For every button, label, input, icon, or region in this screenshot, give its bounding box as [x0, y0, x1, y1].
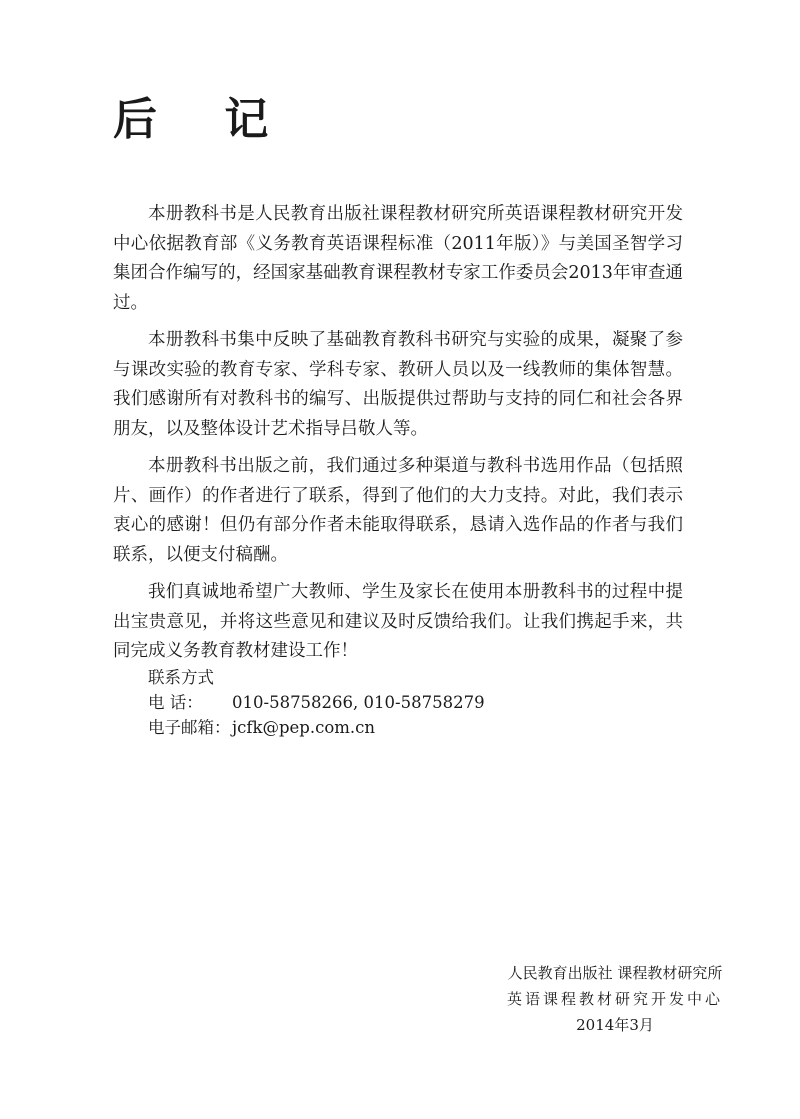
page-title: 后 记 — [113, 94, 295, 145]
signature-block — [480, 960, 750, 1038]
paragraph: 本册教科书出版之前，我们通过多种渠道与教科书选用作品（包括照片、画作）的作者进行了联系，得到了他们的大力支持。对此，我们表示衷心的感谢！但仍有部分作者未能取得联系，恳请入选作品的作者与我们联系，以便支付稿酬。 — [113, 456, 683, 565]
paragraph: 我们真诚地希望广大教师、学生及家长在使用本册教科书的过程中提出宝贵意见，并将这些意见和建议及时反馈给我们。让我们携起手来，共同完成义务教育教材建设工作！ — [113, 582, 683, 661]
paragraph: 本册教科书是人民教育出版社课程教材研究所英语课程教材研究开发中心依据教育部《义务教育英语课程标准（2011年版）》与美国圣智学习集团合作编写的，经国家基础教育课程教材专家工作委员会2013年审查通过。 — [113, 204, 683, 313]
email-value: jcfk@pep.com.cn — [232, 718, 376, 737]
email-label: 电子邮箱： — [148, 718, 231, 737]
contact-heading: 联系方式 — [148, 668, 214, 687]
contact-phone-row — [148, 690, 485, 715]
paragraph: 本册教科书集中反映了基础教育教科书研究与实验的成果，凝聚了参与课改实验的教育专家、学科专家、教研人员以及一线教师的集体智慧。我们感谢所有对教科书的编写、出版提供过帮助与支持的同仁和社会各界朋友，以及整体设计艺术指导吕敬人等。 — [113, 330, 683, 439]
phone-label: 电 话： — [148, 693, 203, 712]
contact-email-row — [148, 715, 485, 740]
phone-value: 010-58758266, 010-58758279 — [232, 693, 485, 712]
contact-info — [148, 665, 485, 740]
afterword-body — [113, 200, 683, 675]
signature-center: 英语课程教材研究开发中心 — [506, 990, 723, 1008]
signature-date: 2014年3月 — [576, 1016, 654, 1034]
signature-publisher: 人民教育出版社 课程教材研究所 — [507, 964, 723, 982]
